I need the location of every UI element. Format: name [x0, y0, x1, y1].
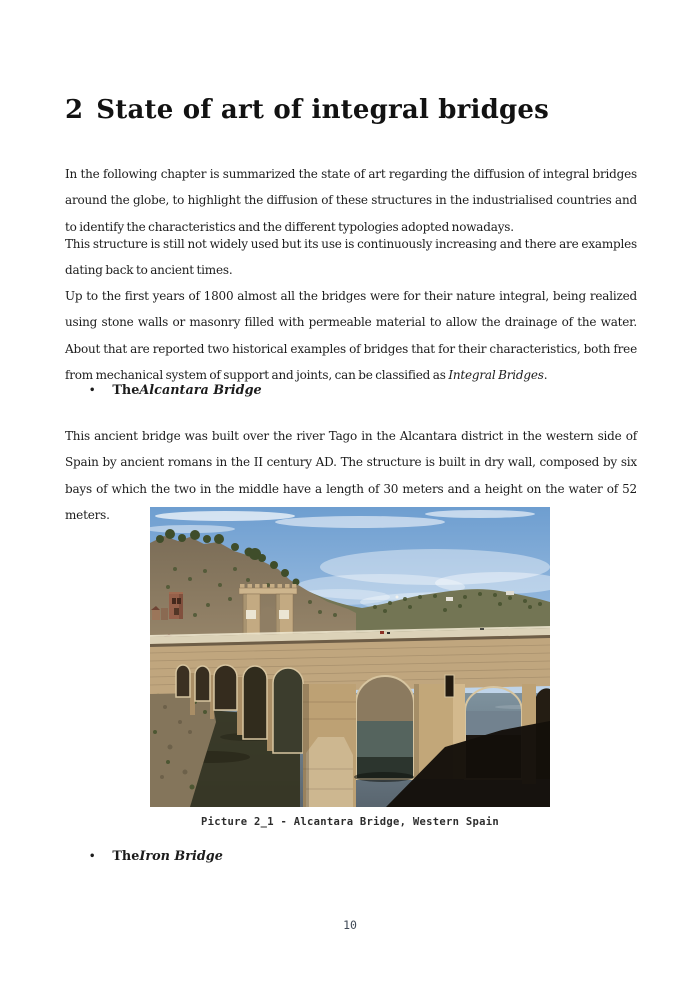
chapter-heading [65, 95, 549, 125]
central-arch [356, 675, 414, 779]
bullet-prefix: The [112, 383, 140, 398]
pier-window [445, 675, 454, 697]
bullet-marker: • [89, 385, 96, 396]
chapter-number: 2 [65, 95, 84, 126]
figure-caption: Picture 2_1 - Alcantara Bridge, Western Spain [201, 816, 499, 828]
bridge-photo-illustration [150, 507, 550, 807]
bullet-alcantara-bridge [89, 383, 262, 398]
bullet-prefix: The [112, 849, 140, 864]
paragraph-intro: In the following chapter is summarized the state of art regarding the diffusion of integral bridges around the globe, to highlight the diffusion of these structures in the industrialised countries and to identify the characteristics and the different typologies adopted nowadays. [65, 167, 637, 234]
tower-plaque-left [246, 610, 256, 619]
alcantara-bridge-photo [150, 507, 550, 807]
bullet-title: Alcantara Bridge [139, 383, 262, 398]
paragraph-history-italic: Integral Bridges [448, 368, 544, 383]
page-number: 10 [343, 918, 357, 932]
paragraph-history-main: Up to the first years of 1800 almost all the bridges were for their nature integral, being realized using stone walls or masonry filled with permeable material to allow the drainage of the water. About that are reported two historical examples of bridges that for their characteristics, both free from mechanical system of support and joints, can be classified as [65, 289, 637, 383]
bullet-title: Iron Bridge [139, 849, 223, 864]
chapter-title: State of art of integral bridges [96, 95, 549, 126]
paragraph-history-suffix: . [543, 368, 548, 383]
paragraph-alcantara: This ancient bridge was built over the river Tago in the Alcantara district in the western side of Spain by ancient romans in the II century AD. The structure is built in dry wall, composed by six bays of which the two in the middle have a length of 30 meters and a height on the water of 52 meters. [65, 429, 637, 523]
paragraph-history [65, 283, 637, 389]
bullet-marker: • [89, 851, 96, 862]
arch-water-shadow [354, 772, 414, 782]
paragraph-usage: This structure is still not widely used but its use is continuously increasing and there are examples dating back to ancient times. [65, 237, 637, 278]
triumphal-arch-tower [239, 584, 297, 639]
bullet-iron-bridge [89, 849, 223, 864]
tower-plaque-right [279, 610, 289, 619]
main-pier-left [303, 684, 356, 807]
deck-vehicle [380, 631, 384, 634]
